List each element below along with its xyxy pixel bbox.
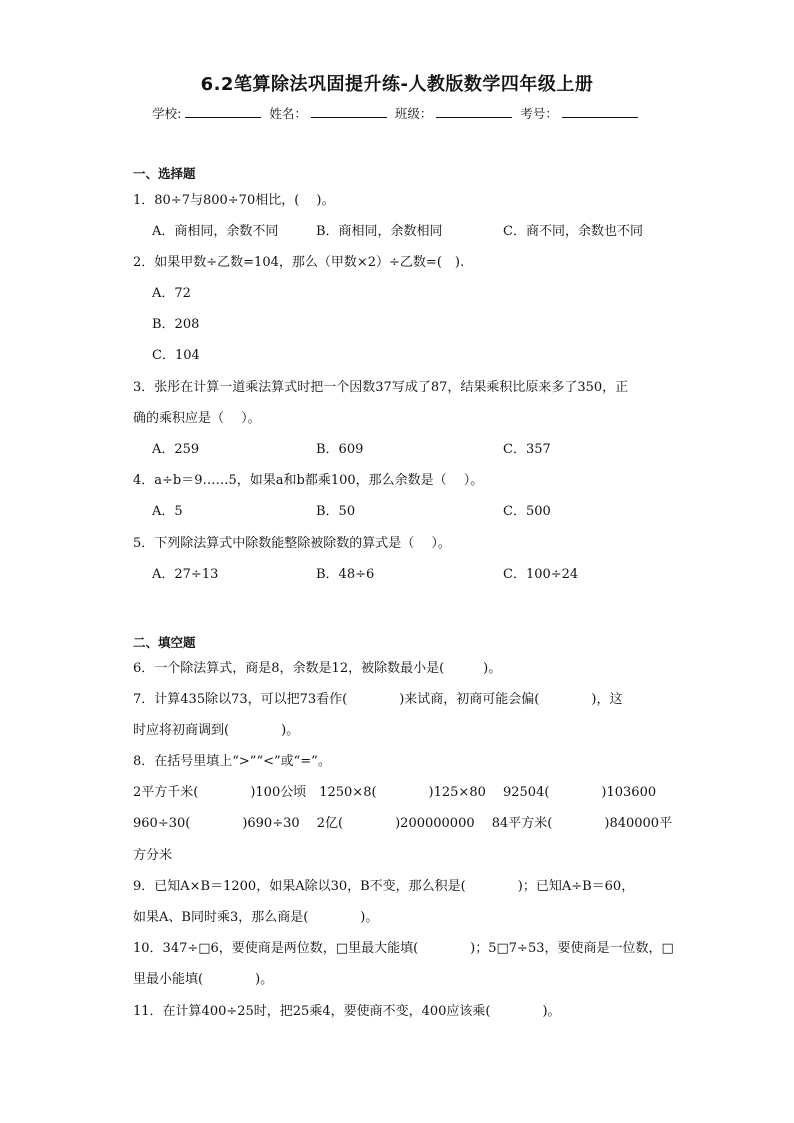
student-info xyxy=(0,104,794,122)
name-blank[interactable] xyxy=(311,105,387,118)
q4-option-c[interactable]: C．500 xyxy=(503,504,551,519)
q8-stem: 8．在括号里填上“>”“<”或“=”。 xyxy=(133,754,331,769)
q7-line2: 时应将初商调到( )。 xyxy=(133,723,300,738)
q3-stem-line2: 确的乘积应是（ ）。 xyxy=(133,411,261,426)
q8-line3: 方分米 xyxy=(133,848,173,863)
q2-option-c[interactable]: C．104 xyxy=(152,348,200,363)
q3-option-c[interactable]: C．357 xyxy=(503,442,551,457)
school-blank[interactable] xyxy=(185,105,261,118)
q9-line2: 如果A、B同时乘3，那么商是( )。 xyxy=(133,910,379,925)
section-fill-heading: 二、填空题 xyxy=(133,635,196,650)
q10-line2: 里最小能填( )。 xyxy=(133,972,274,987)
q3-stem-line1: 3．张彤在计算一道乘法算式时把一个因数37写成了87，结果乘积比原来多了350，正 xyxy=(133,380,629,395)
q11-text: 11．在计算400÷25时，把25乘4，要使商不变，400应该乘( )。 xyxy=(133,1004,561,1019)
page-title: 6.2笔算除法巩固提升练-人教版数学四年级上册 xyxy=(200,74,594,95)
exam-no-label: 考号： xyxy=(520,106,558,121)
class-blank[interactable] xyxy=(436,105,512,118)
section-choice-heading: 一、选择题 xyxy=(133,166,196,181)
q2-stem: 2．如果甲数÷乙数=104，那么（甲数×2）÷乙数=( ). xyxy=(133,255,465,270)
q5-stem: 5．下列除法算式中除数能整除被除数的算式是（ ）。 xyxy=(133,536,451,551)
school-label: 学校: xyxy=(152,106,182,121)
q5-option-b[interactable]: B．48÷6 xyxy=(316,567,375,582)
q5-option-c[interactable]: C．100÷24 xyxy=(503,567,579,582)
class-label: 班级： xyxy=(394,106,433,121)
q4-option-a[interactable]: A．5 xyxy=(152,504,183,519)
exam-no-blank[interactable] xyxy=(562,105,638,118)
q2-option-a[interactable]: A．72 xyxy=(152,286,191,301)
name-label: 姓名： xyxy=(269,106,307,121)
q6-text: 6．一个除法算式，商是8，余数是12，被除数最小是( )。 xyxy=(133,661,502,676)
q8-line1: 2平方千米( )100公顷 1250×8( )125×80 92504( )103600 xyxy=(133,785,657,800)
q7-line1: 7．计算435除以73，可以把73看作( )来试商，初商可能会偏( )，这 xyxy=(133,692,623,707)
q1-option-a[interactable]: A．商相同，余数不同 xyxy=(152,224,279,239)
q4-stem: 4．a÷b＝9……5，如果a和b都乘100，那么余数是（ ）。 xyxy=(133,473,484,488)
q1-option-c[interactable]: C．商不同，余数也不同 xyxy=(503,224,643,239)
q5-option-a[interactable]: A．27÷13 xyxy=(152,567,219,582)
q1-option-b[interactable]: B．商相同，余数相同 xyxy=(316,224,443,239)
q8-line2: 960÷30( )690÷30 2亿( )200000000 84平方米( )840000平 xyxy=(133,816,673,831)
q3-option-b[interactable]: B．609 xyxy=(316,442,364,457)
q9-line1: 9．已知A×B＝1200，如果A除以30，B不变，那么积是( )；已知A÷B＝60， xyxy=(133,879,635,894)
q4-option-b[interactable]: B．50 xyxy=(316,504,356,519)
q10-line1: 10．347÷□6，要使商是两位数，□里最大能填( )；5□7÷53，要使商是一位数，□ xyxy=(133,941,674,956)
q1-stem: 1．80÷7与800÷70相比，( )。 xyxy=(133,193,335,208)
q2-option-b[interactable]: B．208 xyxy=(152,317,200,332)
q3-option-a[interactable]: A．259 xyxy=(152,442,200,457)
